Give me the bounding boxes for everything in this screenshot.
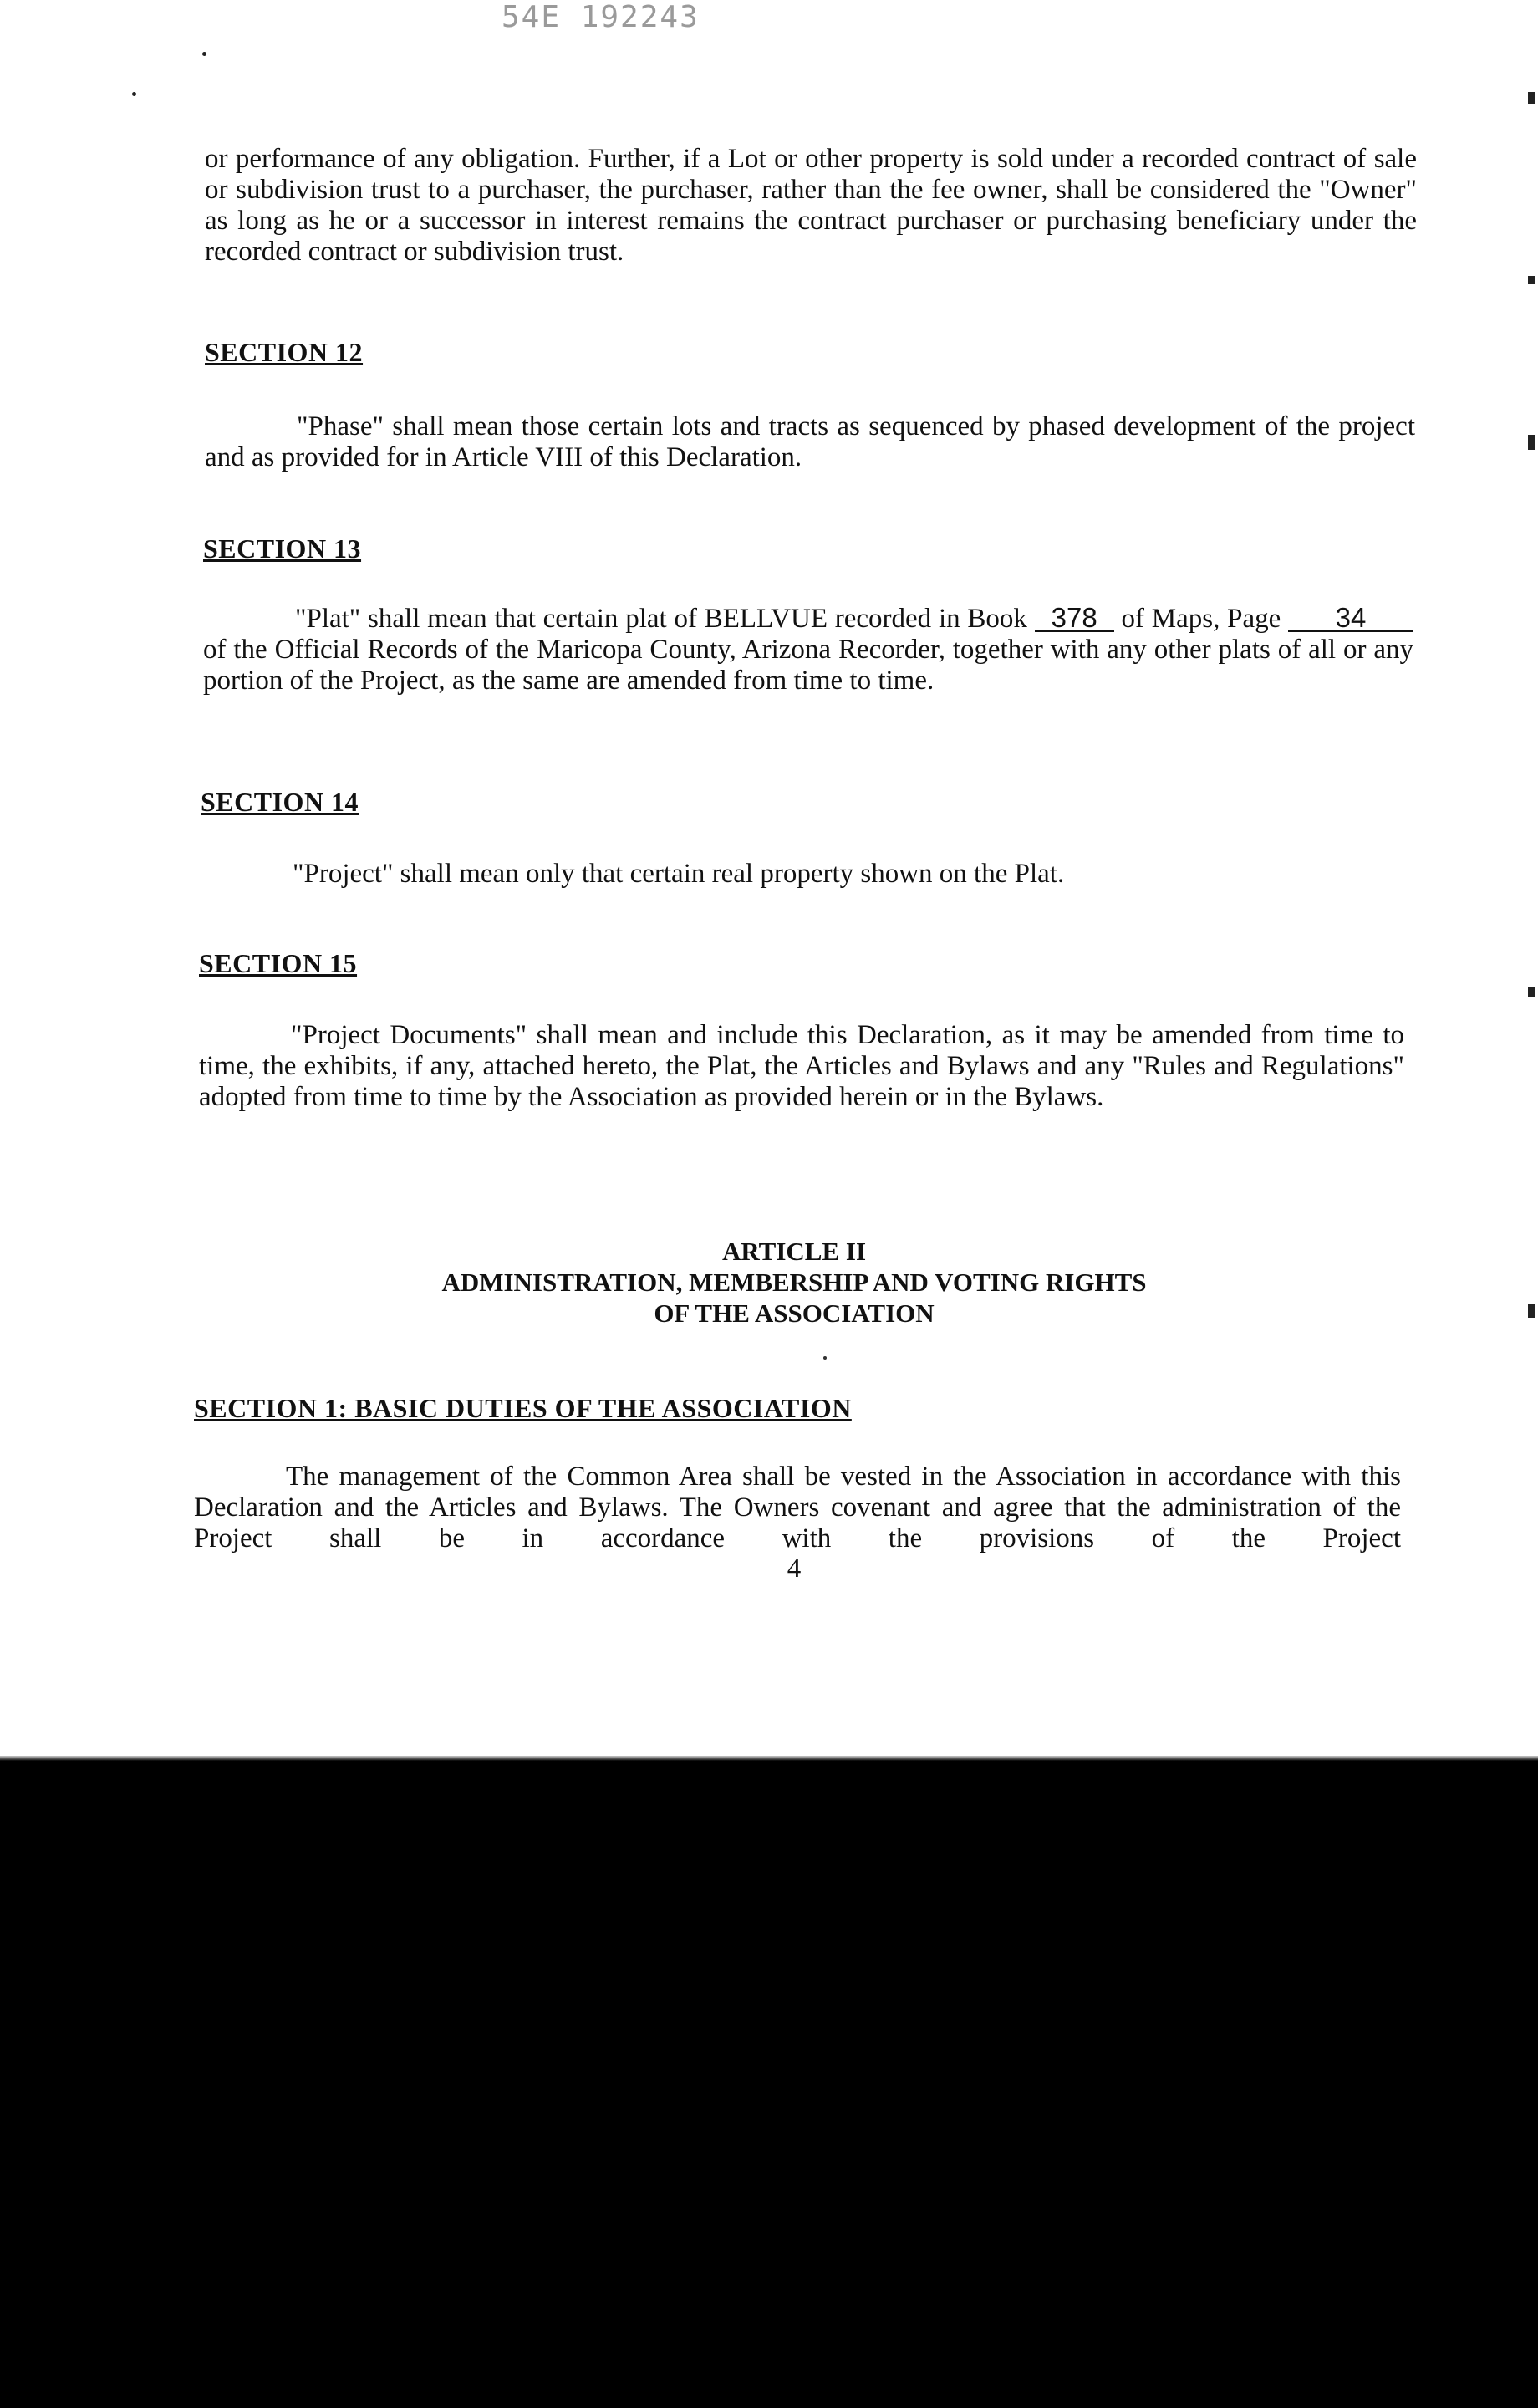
article-number: ARTICLE II (721, 1237, 867, 1266)
article-heading (192, 1236, 1396, 1329)
scan-bottom-edge (0, 1756, 1538, 1761)
section-15-text: "Project Documents" shall mean and include this Declaration, as it may be amended from time to time, the exhibits, if any, attached hereto, the Plat, the Articles and Bylaws and any "Rules and Regulations" adopted from time to time by the Association as provided herein or in the Bylaws. (199, 1020, 1404, 1112)
continuation-paragraph: or performance of any obligation. Further, if a Lot or other property is sold under a recorded contract of sale or subdivision trust to a purchaser, the purchaser, rather than the fee owner, shall be considered the "Owner" as long as he or a successor in interest remains the contract purchaser or purchasing beneficiary under the recorded contract or subdivision trust. (205, 144, 1417, 267)
section-15-heading: SECTION 15 (199, 948, 358, 978)
scan-edge-mark (1528, 1304, 1535, 1318)
scan-speck (823, 1356, 827, 1360)
recording-stamp: 54E 192243 (502, 0, 700, 34)
section-13-text-part-2: of Maps, Page (1121, 604, 1281, 634)
section-13-text-part-3: of the Official Records of the Maricopa County, Arizona Recorder, together with any other plats of all or any portion of the Project, as the same are amended from time to time. (203, 635, 1413, 696)
article-section-1-text: The management of the Common Area shall be vested in the Association in accordance with this Declaration and the Articles and Bylaws. The Owners covenant and agree that the administration of the Project shall be in accordance with the provisions of the Project (194, 1462, 1401, 1553)
section-13-text (203, 604, 1413, 696)
plat-page-number: 34 (1288, 605, 1413, 632)
section-13-heading: SECTION 13 (203, 533, 362, 564)
scan-edge-mark (1528, 276, 1535, 284)
scan-edge-mark (1528, 435, 1535, 450)
section-14-text: "Project" shall mean only that certain real property shown on the Plat. (293, 859, 1065, 889)
page-number: 4 (787, 1553, 802, 1584)
article-section-1-heading: SECTION 1: BASIC DUTIES OF THE ASSOCIATION (194, 1393, 852, 1423)
scan-speck (132, 92, 136, 96)
scan-edge-mark (1528, 987, 1535, 997)
section-14-heading: SECTION 14 (201, 787, 359, 817)
section-12-heading: SECTION 12 (205, 337, 364, 367)
section-13-text-part-1: "Plat" shall mean that certain plat of BELLVUE recorded in Book (295, 604, 1027, 634)
article-title-line-2: OF THE ASSOCIATION (654, 1298, 935, 1328)
scan-speck (202, 52, 206, 56)
scan-edge-mark (1528, 92, 1535, 104)
section-12-text: "Phase" shall mean those certain lots and tracts as sequenced by phased development of the project and as provided for in Article VIII of this Declaration. (205, 411, 1415, 472)
plat-book-number: 378 (1035, 605, 1114, 632)
article-title-line-1: ADMINISTRATION, MEMBERSHIP AND VOTING RIGHTS (441, 1268, 1147, 1297)
